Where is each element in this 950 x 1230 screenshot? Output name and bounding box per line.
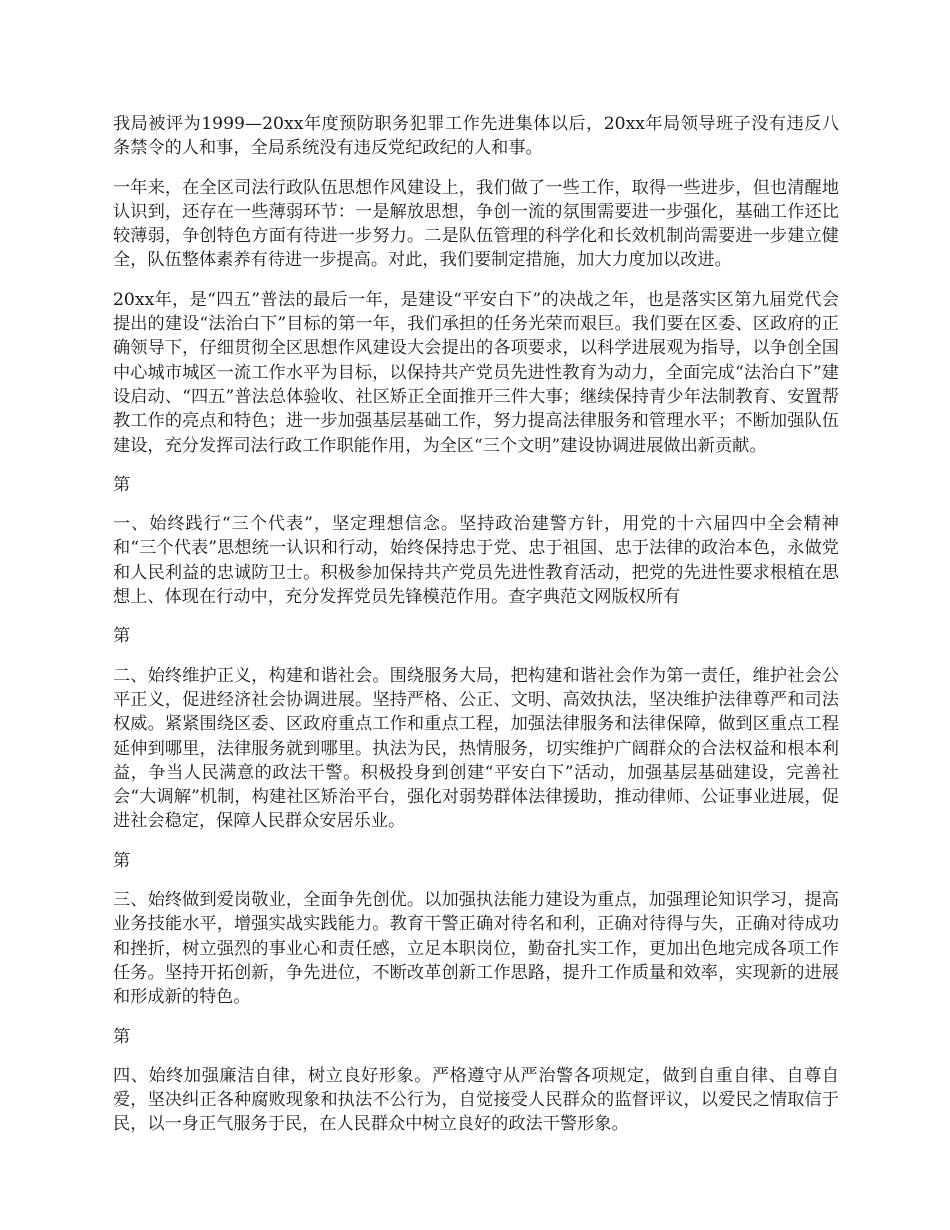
document-body xyxy=(113,112,839,1152)
paragraph-point-one: 一、始终践行“三个代表”，坚定理想信念。坚持政治建警方针，用党的十六届四中全会精神和“三个代表”思想统一认识和行动，始终保持忠于党、忠于祖国、忠于法律的政治本色，永做党和人民利益的忠诚防卫士。积极参加保持共产党员先进性教育活动，把党的先进性要求根植在思想上、体现在行动中，充分发挥党员先锋模范作用。查字典范文网版权所有 xyxy=(113,514,839,608)
section-marker: 第 xyxy=(113,474,131,495)
paragraph-annual-goals: 20xx年，是“四五”普法的最后一年，是建设“平安白下”的决战之年，也是落实区第九届党代会提出的建设“法治白下”目标的第一年，我们承担的任务光荣而艰巨。我们要在区委、区政府的正确领导下，仔细贯彻全区思想作风建设大会提出的各项要求，以科学进展观为指导，以争创全国中心城市城区一流工作水平为目标，以保持共产党员先进性教育为动力，全面完成“法治白下”建设启动、“四五”普法总体验收、社区矫正全面推开三件大事；继续保持青少年法制教育、安置帮教工作的亮点和特色；进一步加强基层基础工作，努力提高法律服务和管理水平；不断加强队伍建设，充分发挥司法行政工作职能作用，为全区“三个文明”建设协调进展做出新贡献。 xyxy=(113,289,839,456)
section-marker: 第 xyxy=(113,626,131,647)
paragraph-point-four: 四、始终加强廉洁自律，树立良好形象。严格遵守从严治警各项规定，做到自重自律、自尊自爱，坚决纠正各种腐败现象和执法不公行为，自觉接受人民群众的监督评议，以爱民之情取信于民，以一身正气服务于民，在人民群众中树立良好的政法干警形象。 xyxy=(113,1065,839,1135)
section-marker: 第 xyxy=(113,1026,131,1047)
paragraph-award-summary: 我局被评为1999—20xx年度预防职务犯罪工作先进集体以后，20xx年局领导班子没有违反八条禁令的人和事，全局系统没有违反党纪政纪的人和事。 xyxy=(113,114,839,159)
paragraph-point-two: 二、始终维护正义，构建和谐社会。围绕服务大局，把构建和谐社会作为第一责任，维护社会公平正义，促进经济社会协调进展。坚持严格、公正、文明、高效执法，坚决维护法律尊严和司法权威。紧紧围绕区委、区政府重点工作和重点工程，加强法律服务和法律保障，做到区重点工程延伸到哪里，法律服务就到哪里。执法为民，热情服务，切实维护广阔群众的合法权益和根本利益，争当人民满意的政法干警。积极投身到创建“平安白下”活动，加强基层基础建设，完善社会“大调解”机制，构建社区矫治平台，强化对弱势群体法律援助，推动律师、公证事业进展，促进社会稳定，保障人民群众安居乐业。 xyxy=(113,665,839,832)
paragraph-shortcomings: 一年来，在全区司法行政队伍思想作风建设上，我们做了一些工作，取得一些进步，但也清醒地认识到，还存在一些薄弱环节：一是解放思想，争创一流的氛围需要进一步强化，基础工作还比较薄弱，争创特色方面有待进一步努力。二是队伍管理的科学化和长效机制尚需要进一步建立健全，队伍整体素养有待进一步提高。对此，我们要制定措施，加大力度加以改进。 xyxy=(113,177,839,271)
section-marker: 第 xyxy=(113,850,131,871)
paragraph-point-three: 三、始终做到爱岗敬业，全面争先创优。以加强执法能力建设为重点，加强理论知识学习，提高业务技能水平，增强实战实践能力。教育干警正确对待名和利，正确对待得与失，正确对待成功和挫折，树立强烈的事业心和责任感，立足本职岗位，勤奋扎实工作，更加出色地完成各项工作任务。坚持开拓创新，争先进位，不断改革创新工作思路，提升工作质量和效率，实现新的进展和形成新的特色。 xyxy=(113,890,839,1008)
